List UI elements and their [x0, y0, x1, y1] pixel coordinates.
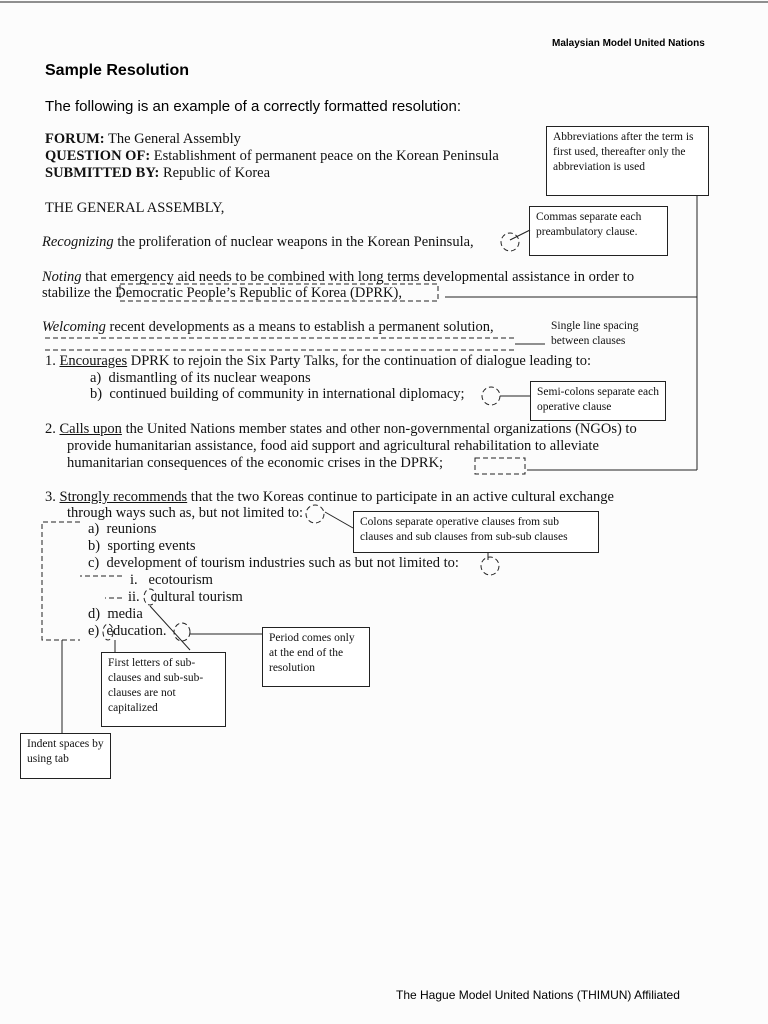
preamble-continuation: stabilize the Democratic People’s Republic of Korea (DPRK),: [42, 285, 402, 301]
sub-text: development of tourism industries such as but not limited to:: [106, 555, 459, 571]
preamble-text: that emergency aid needs to be combined with long terms developmental assistance in order to: [81, 269, 635, 285]
operative-text: DPRK to rejoin the Six Party Talks, for the continuation of dialogue leading to:: [127, 353, 591, 369]
note-semicolons: Semi-colons separate each operative clause: [530, 381, 666, 421]
footer-affiliation: The Hague Model United Nations (THIMUN) Affiliated: [396, 988, 680, 1002]
forum-value: The General Assembly: [107, 131, 241, 147]
page-title: Sample Resolution: [45, 62, 190, 79]
operative-text: that the two Koreas continue to participate in an active cultural exchange: [187, 489, 614, 505]
intro-text: The following is an example of a correctly formatted resolution:: [45, 98, 462, 115]
commas-pointer: [510, 230, 530, 240]
dprk-box: [120, 284, 438, 301]
sub-label: b): [90, 386, 103, 402]
period-marker: [174, 623, 190, 641]
sub-label: b): [88, 538, 101, 554]
forum-label: FORUM: [45, 131, 100, 147]
preamble-text: the proliferation of nuclear weapons in the Korean Peninsula,: [113, 234, 474, 250]
operative-number: 3.: [45, 489, 56, 505]
sub-sub-label: ii.: [128, 589, 140, 605]
sub-sub-label: i.: [130, 572, 138, 588]
preamble-keyword: Noting: [42, 269, 82, 285]
submitted-label: SUBMITTED BY: [45, 165, 155, 181]
sub-sub-text: ecotourism: [148, 572, 213, 588]
submitted-line: SUBMITTED BY: Republic of Korea: [45, 165, 271, 181]
sub-text: media: [107, 606, 143, 622]
first-letters-pointer: [150, 606, 190, 650]
operative-number: 1.: [45, 353, 56, 369]
colon-marker: [306, 505, 324, 523]
sub-label: d): [88, 606, 101, 622]
preamble-keyword: Welcoming: [42, 319, 106, 335]
submitted-value: Republic of Korea: [162, 165, 271, 181]
comma-marker: [501, 233, 519, 251]
ending-box: [475, 458, 525, 474]
question-label: QUESTION OF: [45, 148, 146, 164]
letter-marker-2: [103, 624, 113, 640]
sub-sub-text: cultural tourism: [150, 589, 243, 605]
preamble-text: recent developments as a means to establish a permanent solution,: [105, 319, 494, 335]
operative-continuation: through ways such as, but not limited to:: [67, 505, 304, 521]
sub-label: c): [88, 555, 100, 571]
note-first-letters: First letters of sub-clauses and sub-sub-clauses are not capitalized: [101, 652, 226, 727]
operative-keyword: Encourages: [59, 353, 128, 369]
question-value: Establishment of permanent peace on the Korean Peninsula: [153, 148, 499, 164]
forum-line: FORUM: The General Assembly: [45, 131, 241, 147]
operative-continuation: humanitarian consequences of the economic crises in the DPRK;: [67, 455, 444, 471]
operative-keyword: Calls upon: [59, 421, 122, 437]
operative-text: the United Nations member states and other non-governmental organizations (NGOs) to: [121, 421, 637, 437]
semicolon-marker: [482, 387, 500, 405]
note-abbreviations: Abbreviations after the term is first used, thereafter only the abbreviation is used: [546, 126, 709, 196]
sub-text: education.: [106, 623, 167, 639]
sub-label: a): [90, 370, 102, 386]
sub-text: sporting events: [107, 538, 196, 554]
letter-marker: [144, 589, 156, 605]
body-heading: THE GENERAL ASSEMBLY,: [45, 200, 225, 216]
operative-continuation: provide humanitarian assistance, food aid support and agricultural rehabilitation to alleviate: [67, 438, 599, 454]
indent-bracket-outer: [42, 522, 80, 640]
sub-label: a): [88, 521, 100, 537]
operative-number: 2.: [45, 421, 56, 437]
question-line: QUESTION OF: Establishment of permanent peace on the Korean Peninsula: [45, 148, 499, 164]
note-line-spacing: Single line spacing between clauses: [551, 320, 639, 347]
note-indent: Indent spaces by using tab: [20, 733, 111, 779]
sub-text: dismantling of its nuclear weapons: [108, 370, 311, 386]
sub-label: e): [88, 623, 100, 639]
sub-text: continued building of community in international diplomacy;: [109, 386, 465, 402]
preamble-keyword: Recognizing: [42, 234, 114, 250]
operative-keyword: Strongly recommends: [59, 489, 188, 505]
header-org: Malaysian Model United Nations: [552, 38, 705, 49]
note-commas: Commas separate each preambulatory clause.: [529, 206, 668, 256]
colon-pointer: [325, 512, 353, 528]
note-colons: Colons separate operative clauses from sub clauses and sub clauses from sub-sub clauses: [353, 511, 599, 553]
sub-text: reunions: [106, 521, 157, 537]
note-period: Period comes only at the end of the resolution: [262, 627, 370, 687]
colon-marker-2: [481, 557, 499, 575]
